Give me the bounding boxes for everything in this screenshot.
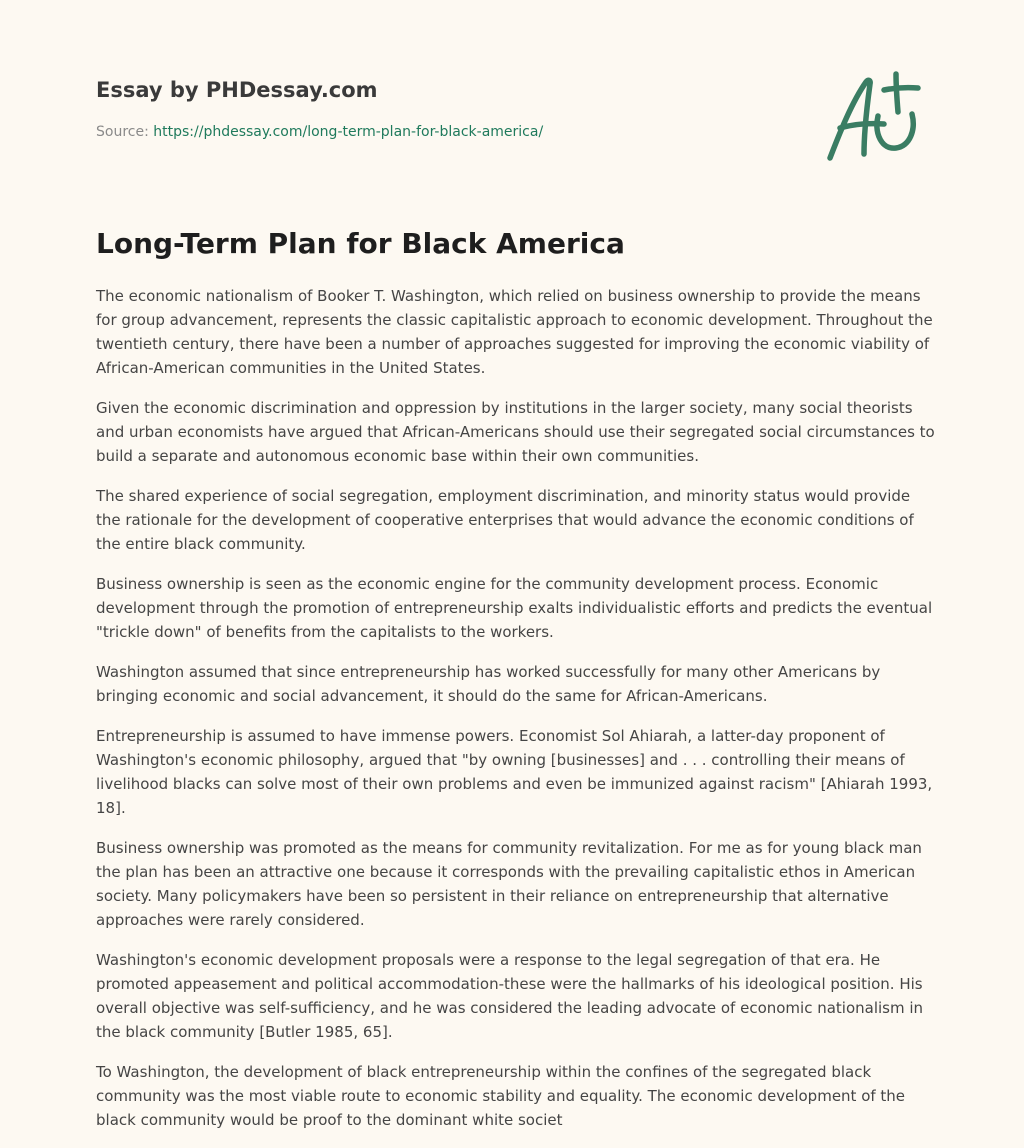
essay-paragraph: Given the economic discrimination and oppression by institutions in the larger society, many social theorists and urban economists have argued that African-Americans should use their segregated social circumstances to build a separate and autonomous economic base within their own communities. xyxy=(96,399,935,465)
source-link[interactable]: https://phdessay.com/long-term-plan-for-black-america/ xyxy=(153,124,544,140)
essay-paragraph: The economic nationalism of Booker T. Washington, which relied on business ownership to provide the means for group advancement, represents the classic capitalistic approach to economic development. Throughout the twentieth century, there have been a number of approaches suggested for improving the economic viability of African-American communities in the United States. xyxy=(96,287,933,377)
essay-paragraph: Entrepreneurship is assumed to have immense powers. Economist Sol Ahiarah, a latter-day proponent of Washington's economic philosophy, argued that "by owning [businesses] and . . . controlling their means of livelihood blacks can solve most of their own problems and even be immunized against racism" [Ahiarah 1993, 18]. xyxy=(96,727,933,817)
site-title: Essay by PHDessay.com xyxy=(96,78,378,102)
a-plus-logo-icon xyxy=(818,66,930,166)
essay-paragraph: Washington assumed that since entrepreneurship has worked successfully for many other Americans by bringing economic and social advancement, it should do the same for African-Americans. xyxy=(96,663,881,705)
essay-paragraph: To Washington, the development of black entrepreneurship within the confines of the segregated black community was the most viable route to economic stability and equality. The economic development of the black community would be proof to the dominant white societ xyxy=(96,1063,906,1129)
essay-paragraph: The shared experience of social segregation, employment discrimination, and minority status would provide the rationale for the development of cooperative enterprises that would advance the economic conditions of the entire black community. xyxy=(96,487,914,553)
essay-paragraph: Washington's economic development proposals were a response to the legal segregation of that era. He promoted appeasement and political accommodation-these were the hallmarks of his ideological position. His overall objective was self-sufficiency, and he was considered the leading advocate of economic nationalism in the black community [Butler 1985, 65]. xyxy=(96,951,924,1041)
essay-title: Long-Term Plan for Black America xyxy=(96,227,625,260)
essay-paragraph: Business ownership was promoted as the means for community revitalization. For me as for young black man the plan has been an attractive one because it corresponds with the prevailing capitalistic ethos in American society. Many policymakers have been so persistent in their reliance on entrepreneurship that alternative approaches were rarely considered. xyxy=(96,839,922,929)
page-header xyxy=(96,76,776,142)
source-label: Source: xyxy=(96,124,154,140)
source-line xyxy=(96,122,776,142)
essay-body xyxy=(96,284,936,1148)
essay-paragraph: Business ownership is seen as the economic engine for the community development process. Economic development through the promotion of entrepreneurship exalts individualistic efforts and predicts the eventual "trickle down" of benefits from the capitalists to the workers. xyxy=(96,575,933,641)
